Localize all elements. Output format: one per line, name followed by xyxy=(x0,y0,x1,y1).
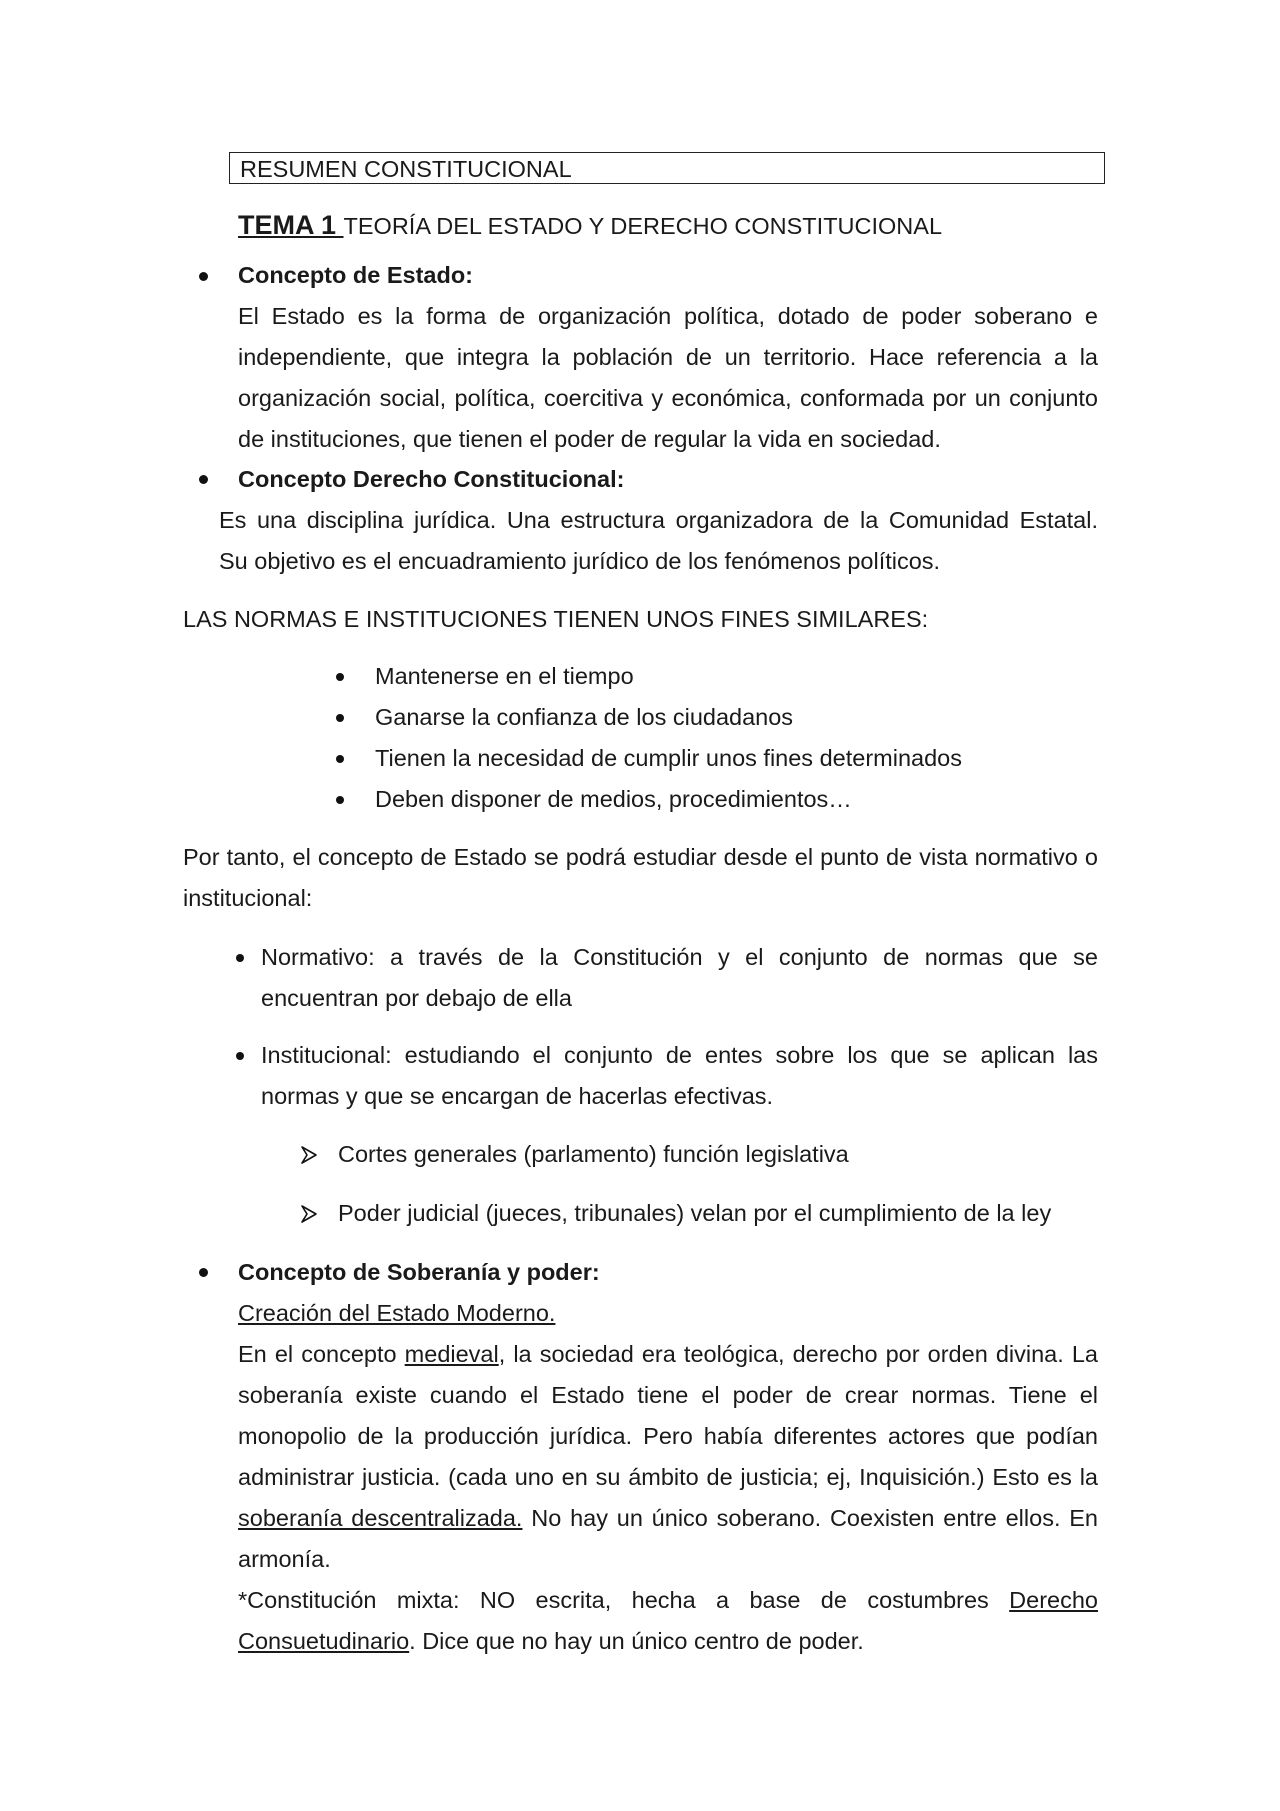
estudio-line: Por tanto, el concepto de Estado se podrá estudiar desde el punto de vista normativo o xyxy=(183,844,1098,870)
derecho-line: Es una disciplina jurídica. Una estructura organizadora de la Comunidad Estatal. xyxy=(219,507,1098,533)
bullet-icon xyxy=(336,714,344,722)
tema-heading xyxy=(238,211,942,240)
tema-label: TEMA 1 xyxy=(238,210,344,240)
estado-line: organización social, política, coercitiva y económica, conformada por un conjunto xyxy=(238,385,1098,411)
bullet-icon xyxy=(336,755,344,763)
sub-item: Cortes generales (parlamento) función legislativa xyxy=(338,1141,849,1167)
soberania-line: Consuetudinario. Dice que no hay un único centro de poder. xyxy=(238,1628,864,1654)
fines-item: Ganarse la confianza de los ciudadanos xyxy=(375,704,794,730)
soberania-line: soberanía existe cuando el Estado tiene el poder de crear normas. Tiene el xyxy=(238,1382,1098,1408)
title-box xyxy=(229,152,1105,184)
soberania-line: monopolio de la producción jurídica. Pero había diferentes actores que podían xyxy=(238,1423,1098,1449)
estado-line: independiente, que integra la población de un territorio. Hace referencia a la xyxy=(238,344,1098,370)
bullet-icon xyxy=(236,954,244,962)
sub-item: Poder judicial (jueces, tribunales) velan por el cumplimiento de la ley xyxy=(338,1200,1052,1226)
soberania-line: *Constitución mixta: NO escrita, hecha a base de costumbres Derecho xyxy=(238,1587,1098,1613)
derecho-heading: Concepto Derecho Constitucional: xyxy=(238,466,625,492)
document-title: RESUMEN CONSTITUCIONAL xyxy=(240,156,572,182)
arrow-bullet-icon xyxy=(300,1145,320,1165)
derecho-line: Su objetivo es el encuadramiento jurídico de los fenómenos políticos. xyxy=(219,548,941,574)
bullet-icon xyxy=(336,796,344,804)
bullet-icon xyxy=(199,272,208,281)
estado-line: de instituciones, que tienen el poder de regular la vida en sociedad. xyxy=(238,426,941,452)
tema-title: TEORÍA DEL ESTADO Y DERECHO CONSTITUCIONAL xyxy=(343,213,943,239)
bullet-icon xyxy=(199,1268,208,1277)
estado-line: El Estado es la forma de organización política, dotado de poder soberano e xyxy=(238,303,1098,329)
normativo-line: encuentran por debajo de ella xyxy=(261,985,572,1011)
fines-item: Mantenerse en el tiempo xyxy=(375,663,634,689)
fines-item: Tienen la necesidad de cumplir unos fines determinados xyxy=(375,745,962,771)
estudio-line: institucional: xyxy=(183,885,313,911)
soberania-heading: Concepto de Soberanía y poder: xyxy=(238,1259,600,1285)
soberania-line: armonía. xyxy=(238,1546,331,1572)
soberania-line: administrar justicia. (cada uno en su ámbito de justicia; ej, Inquisición.) Esto es la xyxy=(238,1464,1098,1490)
fines-item: Deben disponer de medios, procedimientos… xyxy=(375,786,852,812)
institucional-line: Institucional: estudiando el conjunto de entes sobre los que se aplican las xyxy=(261,1042,1098,1068)
arrow-bullet-icon xyxy=(300,1204,320,1224)
bullet-icon xyxy=(336,673,344,681)
fines-heading: LAS NORMAS E INSTITUCIONES TIENEN UNOS FINES SIMILARES: xyxy=(183,606,929,632)
soberania-line: En el concepto medieval, la sociedad era teológica, derecho por orden divina. La xyxy=(238,1341,1098,1367)
soberania-subheading: Creación del Estado Moderno. xyxy=(238,1300,556,1326)
bullet-icon xyxy=(236,1052,244,1060)
bullet-icon xyxy=(199,475,208,484)
estado-heading: Concepto de Estado: xyxy=(238,262,474,288)
institucional-line: normas y que se encargan de hacerlas efectivas. xyxy=(261,1083,774,1109)
normativo-line: Normativo: a través de la Constitución y el conjunto de normas que se xyxy=(261,944,1098,970)
soberania-line: soberanía descentralizada. No hay un único soberano. Coexisten entre ellos. En xyxy=(238,1505,1099,1531)
